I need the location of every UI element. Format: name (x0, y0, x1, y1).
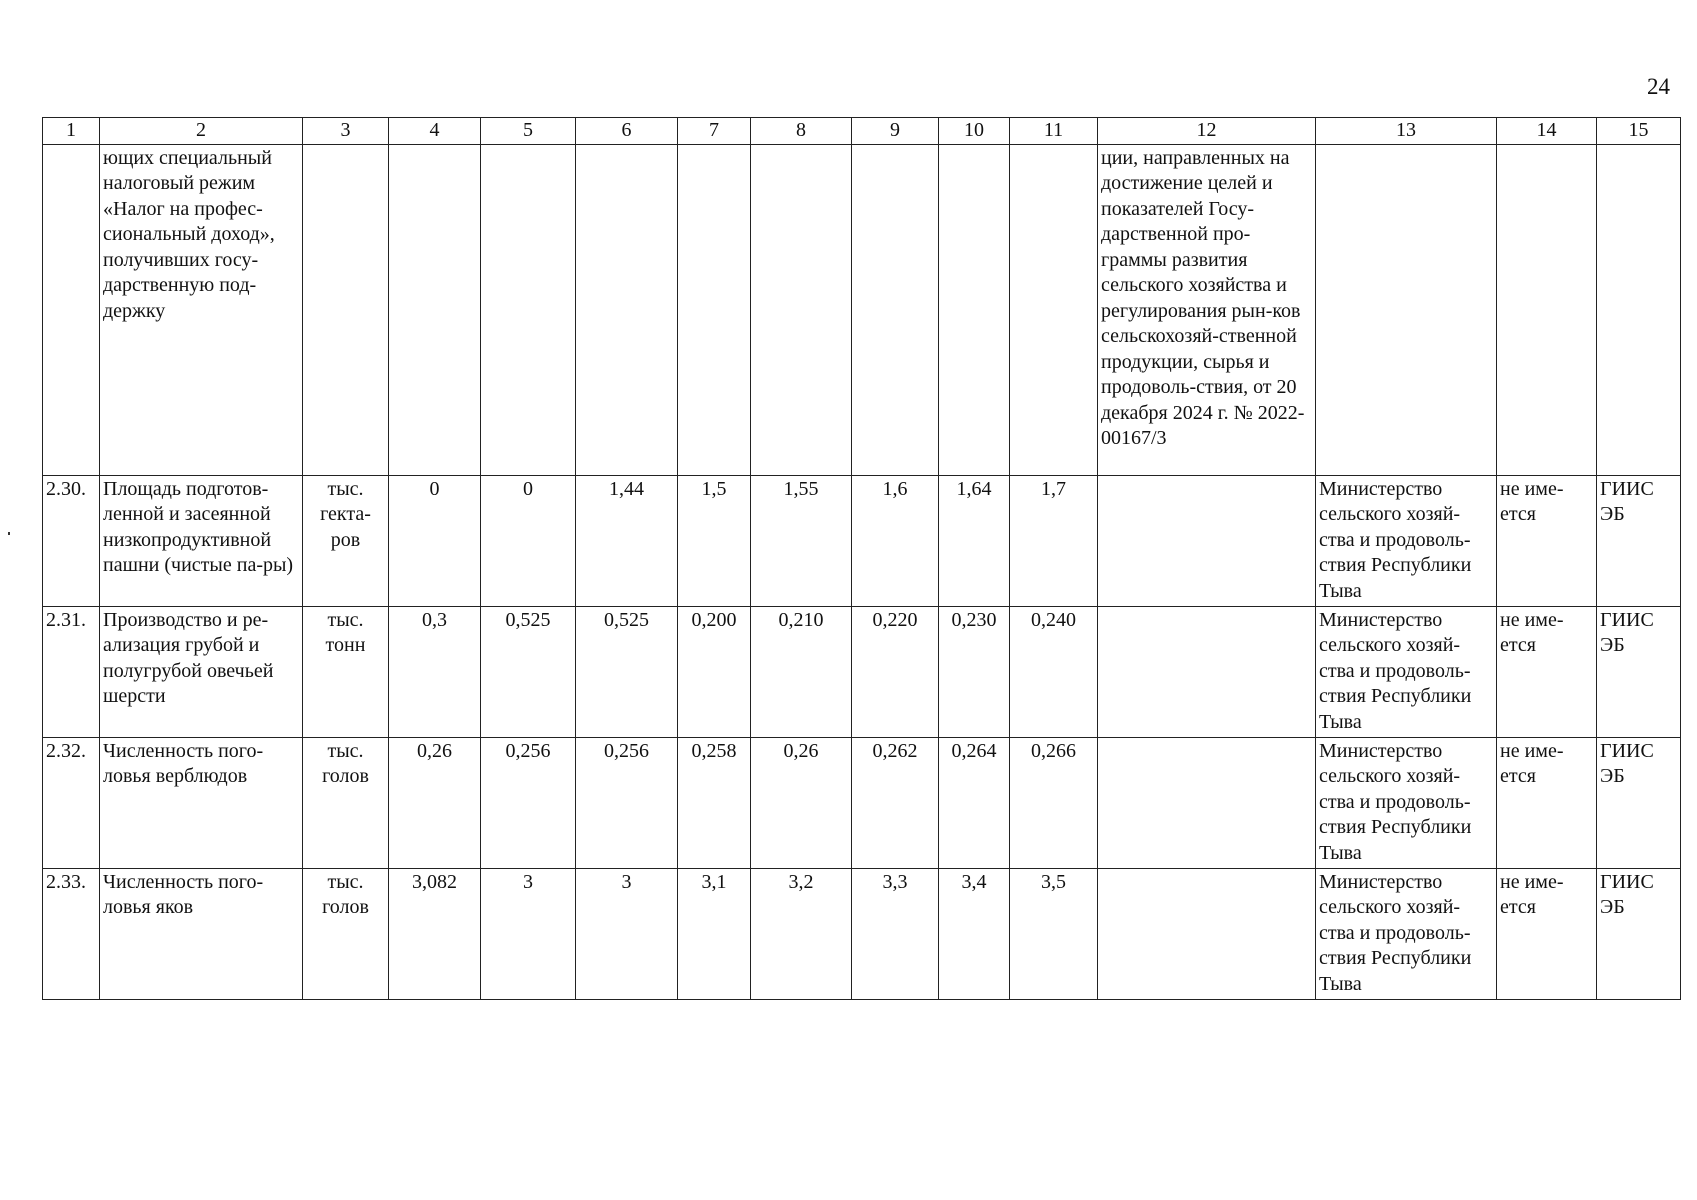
column-number: 1 (43, 118, 100, 145)
empty-cell (751, 144, 852, 475)
status: не име-ется (1497, 737, 1597, 868)
scan-artifact (8, 532, 10, 535)
column-number: 10 (939, 118, 1010, 145)
empty-cell (481, 144, 576, 475)
responsible-body: Министерство сельского хозяй-ства и продоволь-ствия Республики Тыва (1316, 475, 1497, 606)
value-cell: 1,5 (678, 475, 751, 606)
value-cell: 3,082 (389, 868, 481, 999)
table-row (43, 475, 1681, 606)
unit: тыс. гекта-ров (303, 475, 389, 606)
value-cell: 0,240 (1010, 606, 1098, 737)
empty-cell (389, 144, 481, 475)
table-row (43, 868, 1681, 999)
value-cell: 0,200 (678, 606, 751, 737)
information-system: ГИИС ЭБ (1597, 737, 1681, 868)
information-system: ГИИС ЭБ (1597, 475, 1681, 606)
value-cell: 1,7 (1010, 475, 1098, 606)
empty-cell (678, 144, 751, 475)
column-number: 11 (1010, 118, 1098, 145)
column-number: 14 (1497, 118, 1597, 145)
table-row (43, 737, 1681, 868)
value-cell: 0,258 (678, 737, 751, 868)
value-cell: 1,44 (576, 475, 678, 606)
value-cell: 1,6 (852, 475, 939, 606)
value-cell: 3,2 (751, 868, 852, 999)
empty-cell (1497, 144, 1597, 475)
column-number: 8 (751, 118, 852, 145)
value-cell: 1,55 (751, 475, 852, 606)
value-cell: 1,64 (939, 475, 1010, 606)
value-cell: 0,264 (939, 737, 1010, 868)
value-cell: 3 (481, 868, 576, 999)
value-cell: 3 (576, 868, 678, 999)
value-cell: 3,1 (678, 868, 751, 999)
empty-cell (1316, 144, 1497, 475)
table-row (43, 606, 1681, 737)
empty-cell (939, 144, 1010, 475)
information-system: ГИИС ЭБ (1597, 606, 1681, 737)
column-number: 5 (481, 118, 576, 145)
indicator-name: Численность пого-ловья верблюдов (100, 737, 303, 868)
value-cell: 0,525 (576, 606, 678, 737)
value-cell: 0 (481, 475, 576, 606)
value-cell: 0,220 (852, 606, 939, 737)
unit: тыс. тонн (303, 606, 389, 737)
column-number: 13 (1316, 118, 1497, 145)
continuation-row (43, 144, 1681, 475)
value-cell: 0 (389, 475, 481, 606)
indicators-table (42, 117, 1681, 1000)
column-numbers-row (43, 118, 1681, 145)
column-number: 2 (100, 118, 303, 145)
information-system: ГИИС ЭБ (1597, 868, 1681, 999)
reference-document (1098, 606, 1316, 737)
status: не име-ется (1497, 868, 1597, 999)
value-cell: 0,525 (481, 606, 576, 737)
reference-document (1098, 475, 1316, 606)
value-cell: 3,5 (1010, 868, 1098, 999)
value-cell: 0,3 (389, 606, 481, 737)
reference-document (1098, 868, 1316, 999)
column-number: 6 (576, 118, 678, 145)
unit: тыс. голов (303, 868, 389, 999)
value-cell: 0,266 (1010, 737, 1098, 868)
row-number: 2.31. (43, 606, 100, 737)
status: не име-ется (1497, 606, 1597, 737)
responsible-body: Министерство сельского хозяй-ства и продоволь-ствия Республики Тыва (1316, 606, 1497, 737)
value-cell: 0,256 (481, 737, 576, 868)
value-cell: 0,230 (939, 606, 1010, 737)
responsible-body: Министерство сельского хозяй-ства и продоволь-ствия Республики Тыва (1316, 737, 1497, 868)
empty-cell (1010, 144, 1098, 475)
reference-document: ции, направленных на достижение целей и показателей Госу-дарственной про-граммы развития сельского хозяйства и регулирования рын-ков сельскохозяй-ственной продукции, сырья и продоволь-ствия, от 20 декабря 2024 г. № 2022-00167/3 (1098, 144, 1316, 475)
indicator-name: Производство и ре-ализация грубой и полугрубой овечьей шерсти (100, 606, 303, 737)
responsible-body: Министерство сельского хозяй-ства и продоволь-ствия Республики Тыва (1316, 868, 1497, 999)
empty-cell (303, 144, 389, 475)
value-cell: 0,26 (751, 737, 852, 868)
column-number: 7 (678, 118, 751, 145)
value-cell: 3,3 (852, 868, 939, 999)
row-number: 2.30. (43, 475, 100, 606)
status: не име-ется (1497, 475, 1597, 606)
value-cell: 0,26 (389, 737, 481, 868)
empty-cell (852, 144, 939, 475)
page-number: 24 (1647, 74, 1670, 99)
empty-cell (576, 144, 678, 475)
column-number: 4 (389, 118, 481, 145)
column-number: 3 (303, 118, 389, 145)
indicator-name: Площадь подготов-ленной и засеянной низкопродуктивной пашни (чистые па-ры) (100, 475, 303, 606)
value-cell: 0,210 (751, 606, 852, 737)
indicator-name: Численность пого-ловья яков (100, 868, 303, 999)
value-cell: 0,262 (852, 737, 939, 868)
unit: тыс. голов (303, 737, 389, 868)
indicator-name: ющих специальный налоговый режим «Налог на профес-сиональный доход», получивших госу-дарственную под-держку (100, 144, 303, 475)
column-number: 12 (1098, 118, 1316, 145)
value-cell: 3,4 (939, 868, 1010, 999)
empty-cell (43, 144, 100, 475)
column-number: 9 (852, 118, 939, 145)
value-cell: 0,256 (576, 737, 678, 868)
row-number: 2.32. (43, 737, 100, 868)
row-number: 2.33. (43, 868, 100, 999)
empty-cell (1597, 144, 1681, 475)
reference-document (1098, 737, 1316, 868)
column-number: 15 (1597, 118, 1681, 145)
